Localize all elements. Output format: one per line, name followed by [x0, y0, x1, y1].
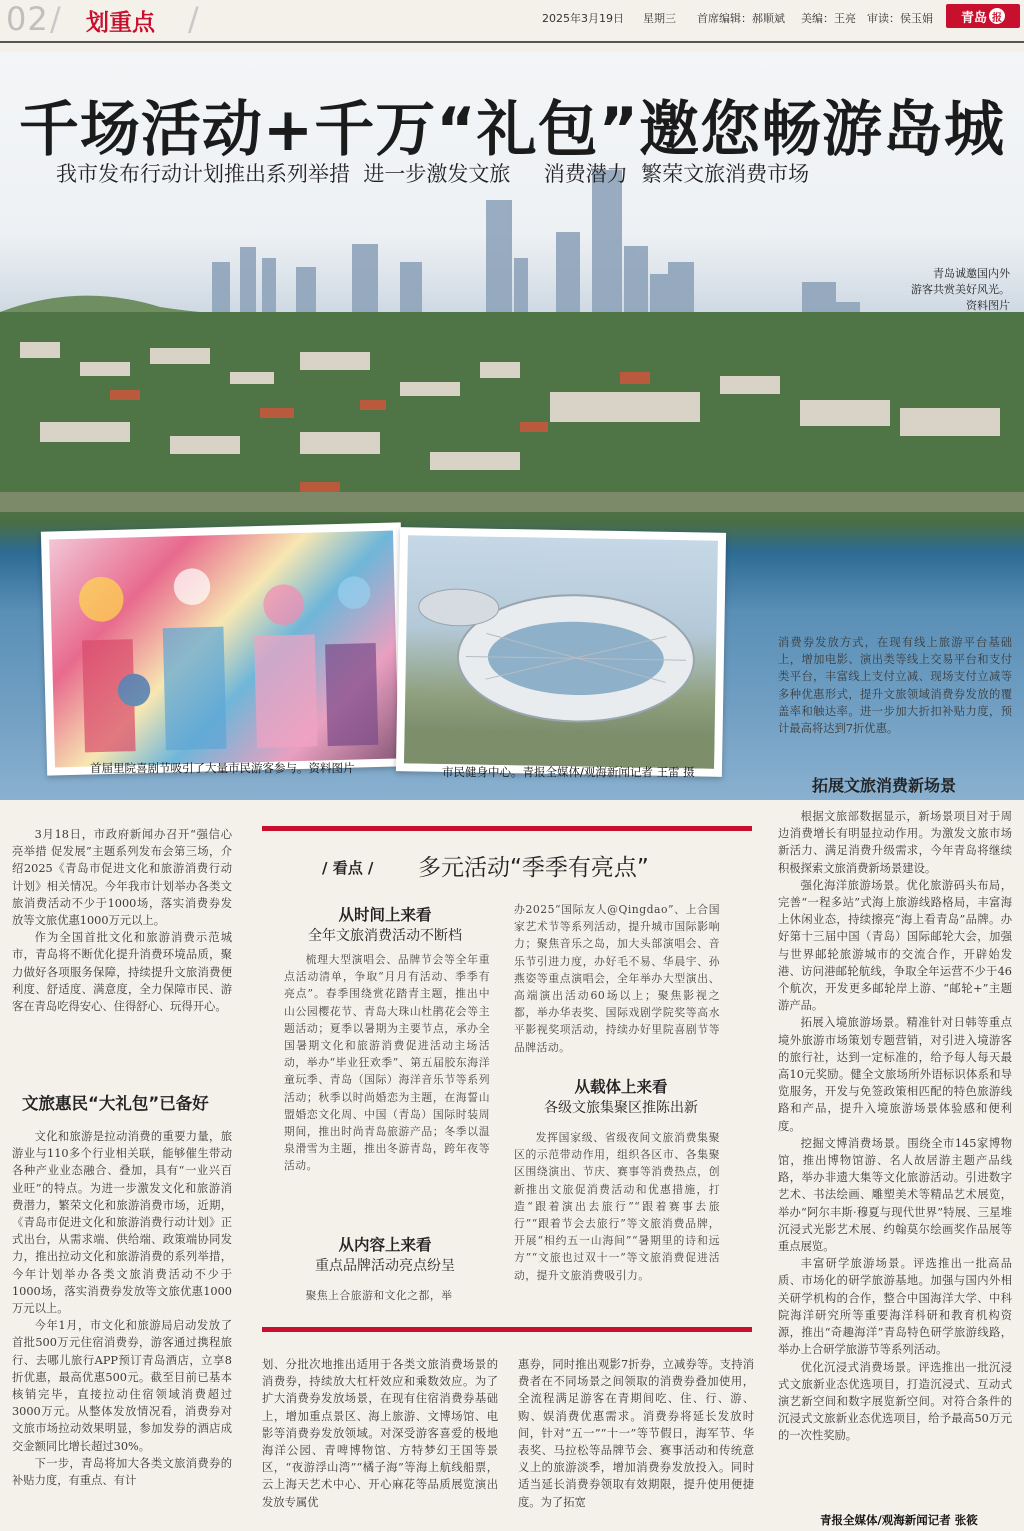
paragraph: 梳理大型演唱会、品牌节会等全年重点活动清单，争取“月月有活动、季季有亮点”。春季围绕赏花踏青主题，推出中山公园樱花节、青岛大珠山杜鹃花会等主题活动；夏季以暑期为主要节点，承办全国暑期文化和旅游消费促进活动主场活动，举办“毕业狂欢季”、第五届胶东海洋童玩季、青岛（国际）海洋音乐节等系列活动；秋季以时尚婚恋为主题，在海誓山盟婚恋文化周、中国（青岛）国际时装周期间，推出时尚青岛旅游产品；冬季以温泉滑雪为主题，推出冬游青岛，跨年夜等活动。 [284, 953, 490, 1173]
box-heading: 从内容上来看 [338, 1236, 432, 1254]
page-header [0, 0, 1024, 42]
box-paragraph [284, 1287, 490, 1304]
right-column-intro [778, 634, 1012, 737]
hero-caption [884, 266, 1024, 314]
weekday: 星期三 [643, 12, 676, 25]
box-title: 多元活动“季季有亮点” [418, 855, 649, 881]
city-buildings-illustration [0, 312, 1024, 512]
paragraph: 消费券发放方式，在现有线上旅游平台基础上，增加电影、演出类等线上交易平台和支付类平台，丰富线上支付立减、现场支付立减等多种优惠形式，提升文旅领域消费券发放的覆盖率和触达率。进一步加大折扣补贴力度，预计最高将达到7折优惠。 [778, 636, 1012, 736]
paragraph: 拓展入境旅游场景。精准针对日韩等重点境外旅游市场策划专题营销，对引进入境游客的旅行社，达到一定标准的，给予每人每天最高10元奖励。健全文旅场所外语标识体系和导览服务，开发与免签政策相匹配的特色旅游线路和产品，提升入境旅游场景体验感和便利度。 [778, 1016, 1012, 1133]
highlights-box [262, 826, 752, 1332]
bottom-column-1: 划、分批次地推出适用于各类文旅消费场景的消费券，持续放大杠杆效应和乘数效应。为了扩大消费券发放场景，在现有住宿消费券基础上，增加重点景区、海上旅游、文博场馆、电影等消费券发放领域。对深受游客喜爱的极地海洋公园、青啤博物馆、方特梦幻王国等景区，“夜游浮山湾”“橘子海”等海上航线船票，云上海天艺术中心、开心麻花等品质展览演出发放专属优 [262, 1358, 498, 1509]
section-title: 划重点 [86, 10, 155, 36]
box-paragraph [514, 1129, 720, 1284]
hero-caption-line: 资料图片 [966, 299, 1010, 312]
box-heading: 从时间上来看 [338, 906, 432, 924]
box-subheading: 各级文旅集聚区推陈出新 [544, 1100, 698, 1116]
right-column-body [778, 808, 1012, 1445]
paragraph: 发挥国家级、省级夜间文旅消费集聚区的示范带动作用，组织各区市、各集聚区围绕演出、节庆、赛事等消费热点，创新推出文旅促消费活动和优惠措施，打造“跟着演出去旅行”“跟着赛事去旅行”“跟着节会去旅行”等文旅消费品牌，开展“相约五一山海间”“暑期里的诗和远方”“文旅也过双十一”等文旅消费促进活动，提升文旅消费吸引力。 [514, 1131, 720, 1282]
photo2-caption: 市民健身中心。青报全媒体/观海新闻记者 王雷 摄 [442, 765, 695, 779]
divider-slash: / [188, 0, 199, 38]
paragraph: 作为全国首批文化和旅游消费示范城市，青岛将不断优化提升消费环境品质，聚力做好各项服务保障，持续提升文旅消费便利度、舒适度、满意度，全力保障市民、游客在青岛吃得安心、住得舒心、玩得开心。 [12, 931, 232, 1014]
paragraph: 今年1月，市文化和旅游局启动发放了首批500万元住宿消费券，游客通过携程旅行、去哪儿旅行APP预订青岛酒店，立享8折优惠，最高优惠500元。截至目前已基本核销完毕，直接拉动住宿领域消费超过3000万元。从整体发放情况看，消费券对文旅市场拉动效果明显，参加发券的酒店成交金额同比增长超过30%。 [12, 1319, 232, 1453]
brand-mark-icon: 报 [989, 8, 1005, 24]
byline: 青报全媒体/观海新闻记者 张筱 [820, 1513, 978, 1527]
box-paragraph [514, 901, 720, 1056]
left-column-title: 文旅惠民“大礼包”已备好 [22, 1094, 209, 1113]
comedy-festival-photo [41, 522, 407, 775]
date: 2025年3月19日 [542, 12, 624, 25]
paragraph: 优化沉浸式消费场景。评选推出一批沉浸式文旅新业态优选项目，打造沉浸式、互动式演艺新空间和数字展览新空间。对符合条件的沉浸式文旅新业态优选项目，给予最高50万元的一次性奖励。 [778, 1360, 1012, 1443]
art-editor: 美编：王亮 [801, 12, 856, 25]
paragraph: 根据文旅部数据显示，新场景项目对于周边消费增长有明显拉动作用。为激发文旅市场新活力、满足消费升级需求，今年青岛将继续积极探索文旅消费新场景建设。 [778, 810, 1012, 875]
box-tag: / 看点 / [322, 859, 374, 877]
box-heading: 从载体上来看 [574, 1078, 668, 1096]
subheadline: 我市发布行动计划推出系列举措 进一步激发文旅 消费潜力 繁荣文旅消费市场 [56, 162, 810, 186]
box-subheading: 重点品牌活动亮点纷呈 [315, 1258, 455, 1274]
header-rule [0, 41, 1024, 43]
right-column-title: 拓展文旅消费新场景 [812, 776, 957, 795]
paragraph: 聚焦上合旅游和文化之都，举 [305, 1289, 453, 1302]
paragraph: 丰富研学旅游场景。评选推出一批高品质、市场化的研学旅游基地。加强与国内外相关研学机构的合作，整合中国海洋大学、中科院海洋研究所等重要海洋科研和教育机构资源，推出“奇趣海洋”青岛特色研学旅游线路，举办上合研学旅游节等系列活动。 [778, 1257, 1012, 1357]
divider-slash: / [50, 0, 61, 38]
newspaper-logo [946, 4, 1020, 28]
paragraph: 强化海洋旅游场景。优化旅游码头布局，完善“一程多站”式海上旅游线路格局，丰富海上休闲业态，持续擦亮“海上看青岛”品牌。办好第十三届中国（青岛）国际邮轮大会，加强与世界邮轮旅游城市的交流合作，开辟始发港、访问港邮轮航线，争取全年运营不少于46个航次，开发更多邮轮岸上游、“邮轮+”主题游产品。 [778, 878, 1012, 1013]
bottom-column-2: 惠券，同时推出观影7折券，立减券等。支持消费者在不同场景之间领取的消费券叠加使用，全流程满足游客在青期间吃、住、行、游、购、娱消费优惠需求。消费券将延长发放时间，针对“五一”“十一”等节假日，海军节、华表奖、马拉松等品牌节会、赛事活动和传统意义上的旅游淡季，增加消费券发放投入。同时适当延长消费券领取有效期限，提升使用便捷度。为了拓宽 [518, 1358, 754, 1509]
proofreader: 审读：侯玉娟 [867, 12, 933, 25]
hero-caption-line: 游客共赏美好风光。 [911, 283, 1010, 296]
box-subheading: 全年文旅消费活动不断档 [308, 928, 462, 944]
headline: 千场活动+千万“礼包”邀您畅游岛城 [18, 95, 1006, 165]
paragraph: 3月18日，市政府新闻办召开“强信心 亮举措 促发展”主题系列发布会第三场，介绍2025《青岛市促进文化和旅游消费行动计划》相关情况。今年我市计划举办各类文旅消费活动不少于1000场，落实消费券发放等文旅优惠1000万元以上。 [12, 828, 232, 928]
fitness-center-photo [396, 527, 726, 777]
box-paragraph [284, 951, 490, 1175]
chief-editor: 首席编辑：郝顺斌 [697, 12, 785, 25]
paragraph: 挖掘文博消费场景。围绕全市145家博物馆，推出博物馆游、名人故居游主题产品线路，举办非遗大集等文化旅游活动。引进数字艺术、书法绘画、雕塑美术等精品艺术展览，举办“阿尔丰斯·穆夏与现代世界”特展、三星堆沉浸式光影艺术展、约翰莫尔绘画奖作品展等重点展览。 [778, 1136, 1012, 1254]
page-number: 02 [6, 0, 49, 38]
hero-caption-line: 青岛诚邀国内外 [933, 267, 1010, 280]
left-column-body [12, 1128, 232, 1489]
photo1-caption: 首届里院喜剧节吸引了大量市民游客参与。资料图片 [90, 761, 355, 775]
left-column-lead [12, 826, 232, 1015]
paragraph: 下一步，青岛将加大各类文旅消费券的补贴力度，有重点、有计 [12, 1456, 232, 1488]
paragraph: 文化和旅游是拉动消费的重要力量，旅游业与110多个行业相关联，能够催生带动各种产业业态融合、叠加，具有“一业兴百业旺”的特点。为进一步激发文化和旅游消费潜力，繁荣文化和旅游消费市场，近期，《青岛市促进文化和旅游消费行动计划》正式出台，从需求端、供给端、政策端协同发力，推出拉动文化和旅游消费的系列举措，今年计划举办各类文旅消费活动不少于1000场，落实消费券发放等文旅优惠1000万元以上。 [12, 1130, 232, 1316]
paragraph: 办2025“国际友人@Qingdao”、上合国家艺术节等系列活动，提升城市国际影响力；聚焦音乐之岛，加大头部演唱会、音乐节引进力度，办好毛不易、华晨宇、孙燕姿等重点演唱会，全年举办大型演出、高端演出活动60场以上；聚焦影视之都，举办华表奖、国际戏剧学院奖等高水平影视奖项活动，持续办好里院喜剧节等品牌活动。 [514, 903, 720, 1054]
brand-name: 青岛 [960, 10, 987, 26]
